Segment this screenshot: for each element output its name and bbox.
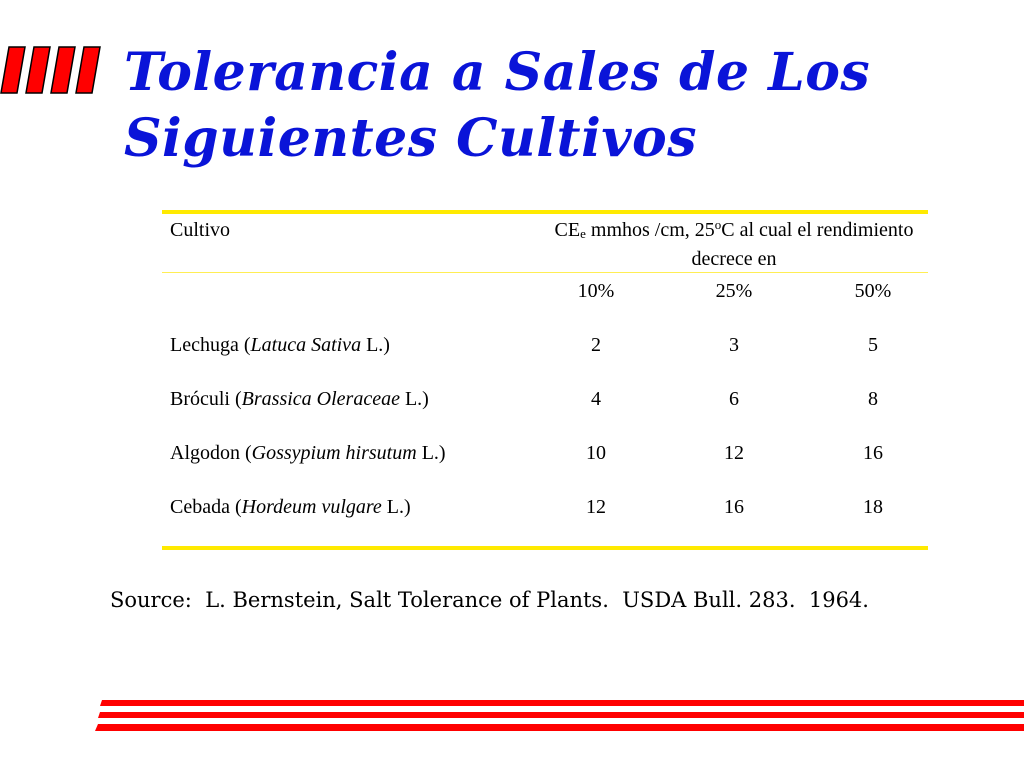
header-pct-50: 50% [854,280,892,302]
table-cell: 8 [868,388,878,410]
table-cell: 6 [729,388,739,410]
red-stripe-bars-icon [90,696,1024,736]
header-crop: Cultivo [170,219,231,241]
table-bottom-rule [162,546,928,550]
table-cell: 3 [729,334,739,356]
table-cell: 18 [863,496,883,518]
page-title [124,40,870,172]
header-pct-25: 25% [715,280,753,302]
table-row-crop: Bróculi (Brassica Oleraceae L.) [170,388,429,410]
red-slanted-bars-icon [0,45,104,95]
title-line-2: Siguientes Cultivos [124,108,697,169]
table-cell: 12 [724,442,744,464]
table-cell: 10 [586,442,606,464]
header-pct-10: 10% [577,280,615,302]
table-row-crop: Algodon (Gossypium hirsutum L.) [170,442,446,464]
table-cell: 2 [591,334,601,356]
source-citation: Source: L. Bernstein, Salt Tolerance of Plants. USDA Bull. 283. 1964. [110,588,869,612]
header-ce: $CE_e$ mmhos /cm, 25$^o$C al cual el rendimiento decrece en [554,217,914,270]
table-cell: 12 [586,496,606,518]
table-cell: 16 [724,496,744,518]
table-row-crop: Cebada (Hordeum vulgare L.) [170,496,411,518]
table-top-rule [162,210,928,214]
table-cell: 16 [863,442,883,464]
table-cell: 4 [591,388,601,410]
title-line-1: Tolerancia a Sales de Los [124,42,871,103]
table-cell: 5 [868,334,878,356]
table-row-crop: Lechuga (Latuca Sativa L.) [170,334,390,356]
